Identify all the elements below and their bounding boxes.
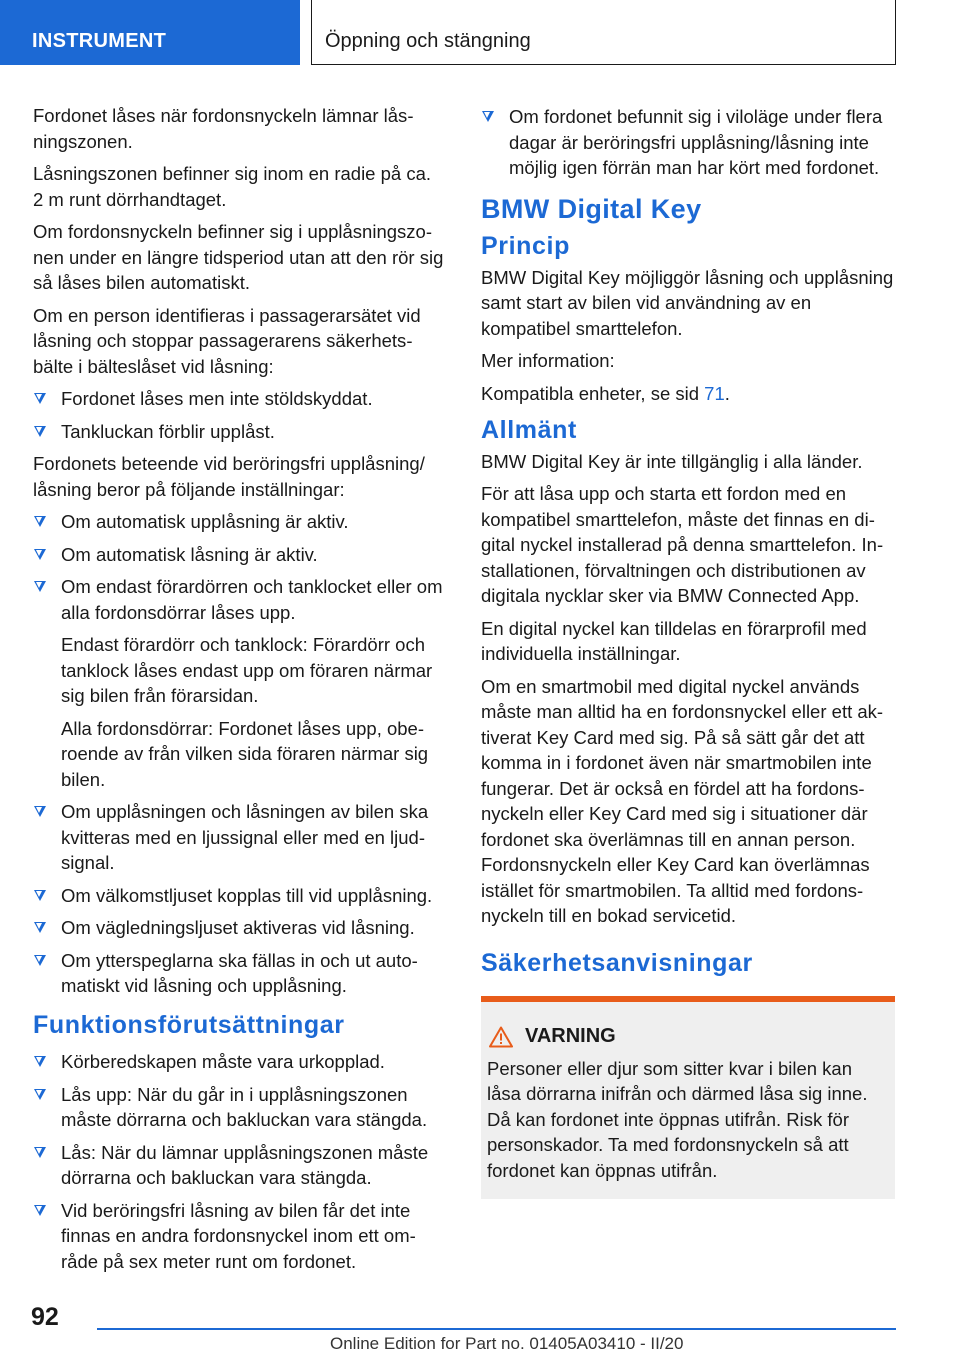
list-item	[33, 542, 445, 568]
list-item	[33, 1140, 445, 1191]
bullet-triangle-icon	[34, 955, 46, 966]
list-item-subparagraph: Endast förardörr och tanklock: Förardörr och tanklock låses endast upp om föraren närmar sig bilen från förarsidan.	[61, 634, 433, 706]
paragraph: Om en person identifieras i passagerarsätet vid låsning och stoppar passagerarens säkerhetsbälte i bälteslåset vid låsning:	[33, 304, 421, 377]
list-item	[33, 574, 445, 625]
list-item	[33, 386, 445, 412]
warning-triangle-icon	[489, 1026, 513, 1048]
section-heading-allmant: Allmänt	[481, 416, 577, 444]
list-item-text: Om fordonet befunnit sig i viloläge under flera dagar är beröringsfri upplåsning/låsning inte möjlig igen förrän man har kört med fordonet.	[509, 106, 883, 178]
paragraph: Fordonet låses när fordonsnyckeln lämnar låsningszonen.	[33, 105, 414, 152]
paragraph: Låsningszonen befinner sig inom en radie på ca. 2 m runt dörrhandtaget.	[33, 163, 432, 210]
bullet-triangle-icon	[34, 581, 46, 592]
paragraph-crossref	[481, 381, 895, 407]
left-column	[33, 103, 445, 1281]
list-item-text: Om endast förardörren och tanklocket eller om alla fordonsdörrar låses upp.	[61, 576, 443, 623]
paragraph: Om fordonsnyckeln befinner sig i upplåsningszonen under en längre tidsperiod utan att den rör sig så låses bilen automatiskt.	[33, 221, 444, 293]
section-heading-funktionsforutsattningar: Funktionsförutsättningar	[33, 1010, 345, 1039]
warning-box	[481, 996, 895, 1199]
bullet-triangle-icon	[34, 1147, 46, 1158]
list-item-text: Om välkomstljuset kopplas till vid upplåsning.	[61, 884, 433, 906]
topic-tab	[311, 0, 896, 65]
list-item	[33, 799, 445, 876]
section-heading-sakerhetsanvisningar: Säkerhetsanvisningar	[481, 948, 753, 977]
bullet-triangle-icon	[482, 111, 494, 122]
section-title: INSTRUMENT	[32, 30, 167, 52]
list-item-text: Fordonet låses men inte stöldskyddat.	[61, 388, 373, 409]
section-heading-princip: Princip	[481, 232, 570, 260]
section-tab	[0, 0, 300, 65]
list-item-text: Lås upp: När du går in i upplåsningszonen måste dörrarna och bakluckan vara stängda.	[61, 1083, 428, 1130]
page-number: 92	[31, 1303, 59, 1331]
bullet-triangle-icon	[34, 890, 46, 901]
list-item-text: Om automatisk upplåsning är aktiv.	[61, 511, 349, 532]
list-item-text: Körberedskapen måste vara urkopplad.	[61, 1051, 385, 1072]
bullet-triangle-icon	[34, 393, 46, 404]
warning-header	[487, 1024, 887, 1050]
list-item	[33, 883, 445, 909]
bullet-triangle-icon	[34, 806, 46, 817]
crossref-end: .	[724, 382, 730, 404]
warning-text: Personer eller djur som sitter kvar i bilen kan låsa dörrarna inifrån och därmed låsa sig inne. Då kan fordonet inte öppnas utifrån. Risk för personskador. Ta med fordonsnyckeln så att fordonet kan öppnas utifrån.	[487, 1057, 868, 1181]
list-item-subparagraph: Alla fordonsdörrar: Fordonet låses upp, oberoende av från vilken sida föraren närmar sig bilen.	[61, 717, 429, 790]
list-item	[33, 1082, 445, 1133]
list-item	[33, 915, 445, 941]
list-item-text: Om automatisk låsning är aktiv.	[61, 543, 318, 565]
paragraph: Fordonets beteende vid beröringsfri upplåsning/ låsning beror på följande inställningar:	[33, 453, 425, 500]
list-item	[33, 948, 445, 999]
crossref-text: Kompatibla enheter, se sid	[481, 382, 705, 404]
list-item-text: Om vägledningsljuset aktiveras vid låsning.	[61, 917, 415, 938]
warning-title: VARNING	[525, 1025, 616, 1047]
footer-divider	[97, 1328, 896, 1330]
bullet-triangle-icon	[34, 516, 46, 527]
paragraph: BMW Digital Key är inte tillgänglig i alla länder.	[481, 450, 863, 472]
bullet-triangle-icon	[34, 1205, 46, 1216]
topic-title: Öppning och stängning	[325, 30, 531, 52]
list-item-text: Tankluckan förblir upplåst.	[61, 420, 275, 442]
footer-edition-text: Online Edition for Part no. 01405A03410 - II/20	[330, 1334, 684, 1353]
paragraph: Om en smartmobil med digital nyckel används måste man alltid ha en fordonsnyckel eller ett aktiverat Key Card med sig. På så sätt går det att komma in i fordonet även när smartmobilen inte fungerar. Det är också en fördel att ha fordonsnyckeln eller Key Card med sig i situationer där fordonet ska överlämnas till en annan person. Fordonsnyckeln eller Key Card kan överlämnas istället för smartmobilen. Ta alltid med fordonsnyckeln till en bokad servicetid.	[481, 675, 884, 926]
list-item	[33, 419, 445, 445]
list-item-text: Om ytterspeglarna ska fällas in och ut automatiskt vid låsning och upplåsning.	[61, 949, 418, 996]
paragraph: BMW Digital Key möjliggör låsning och upplåsning samt start av bilen vid användning av en kompatibel smarttelefon.	[481, 266, 894, 339]
bullet-triangle-icon	[34, 1089, 46, 1100]
paragraph: Mer information:	[481, 350, 615, 371]
list-item-text: Om upplåsningen och låsningen av bilen ska kvitteras med en ljussignal eller med en ljudsignal.	[61, 801, 429, 873]
list-item	[481, 104, 895, 181]
right-column	[481, 104, 895, 1199]
list-item	[33, 1198, 445, 1275]
chapter-heading-digital-key: BMW Digital Key	[481, 193, 702, 224]
paragraph: För att låsa upp och starta ett fordon med en kompatibel smarttelefon, måste det finnas en digital nyckel installerad på denna smarttelefon. Installationen, förvaltningen och distributionen av digitala nycklar sker via BMW Connected App.	[481, 483, 884, 606]
bullet-triangle-icon	[34, 549, 46, 560]
bullet-triangle-icon	[34, 426, 46, 437]
list-item-text: Lås: När du lämnar upplåsningszonen måste dörrarna och bakluckan vara stängda.	[61, 1141, 429, 1188]
paragraph: En digital nyckel kan tilldelas en förarprofil med individuella inställningar.	[481, 617, 867, 664]
list-item	[33, 509, 445, 535]
footer-edition	[330, 1334, 683, 1354]
page-link[interactable]: 71	[704, 382, 725, 404]
bullet-triangle-icon	[34, 922, 46, 933]
list-item-text: Vid beröringsfri låsning av bilen får det inte finnas en andra fordonsnyckel inom ett område på sex meter runt om fordonet.	[61, 1199, 416, 1272]
list-item	[33, 1049, 445, 1075]
bullet-triangle-icon	[34, 1056, 46, 1067]
